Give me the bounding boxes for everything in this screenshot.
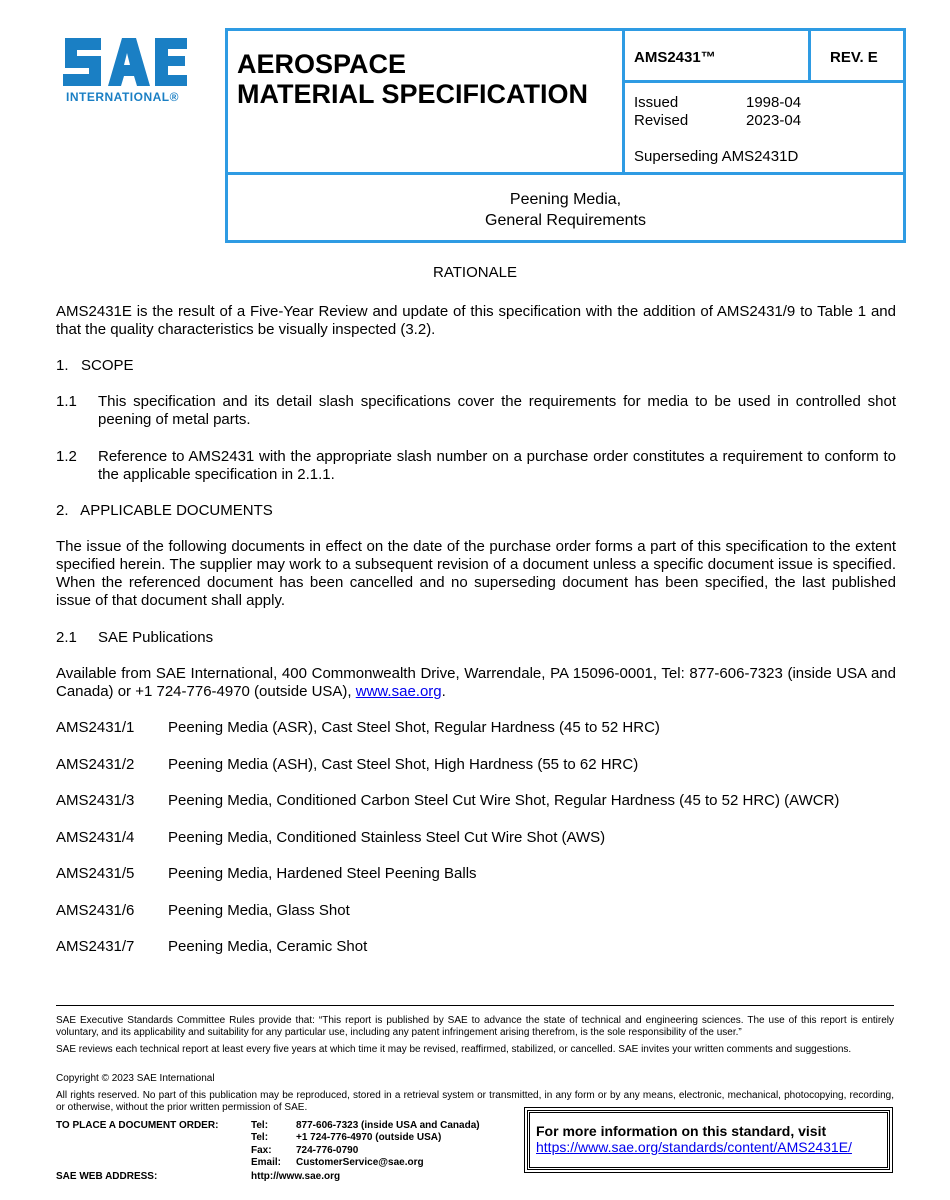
revision-label: REV. E — [830, 49, 878, 66]
superseding-note: Superseding AMS2431D — [634, 148, 799, 165]
reference-id: AMS2431/4 — [56, 829, 135, 846]
contact-label: Email: — [251, 1157, 282, 1168]
section-1-2-number: 1.2 — [56, 448, 77, 465]
contact-value: +1 724-776-4970 (outside USA) — [296, 1132, 442, 1143]
issued-label: Issued — [634, 94, 679, 111]
reference-id: AMS2431/6 — [56, 902, 135, 919]
availability-body: Available from SAE International, 400 Commonwealth Drive, Warrendale, PA 15096-0001, Tel: 877-606-7323 (inside USA and Canada) or +1 724-776-4970 (outside USA), — [56, 665, 896, 700]
order-label: TO PLACE A DOCUMENT ORDER: — [56, 1120, 219, 1131]
title-line-1: AEROSPACE — [237, 49, 407, 79]
reference-title: Peening Media, Ceramic Shot — [168, 938, 368, 955]
footer-rights-text: All rights reserved. No part of this publication may be reproduced, stored in a retrieval system or transmitted, in any form or by any means, electronic, mechanical, photocopying, recording, or otherwise, without the prior written permission of SAE. — [56, 1090, 894, 1113]
contact-value: 877-606-7323 (inside USA and Canada) — [296, 1120, 480, 1131]
footer-rules-text: SAE Executive Standards Committee Rules provide that: “This report is published by SAE to advance the state of technical and engineering sciences. The use of this report is entirely voluntary, and its applicability and suitability for any particular use, including any patent infringement arising therefrom, is the sole responsibility of the user.” — [56, 1015, 894, 1038]
revised-label: Revised — [634, 112, 689, 129]
section-1-1-number: 1.1 — [56, 393, 77, 410]
web-address-label: SAE WEB ADDRESS: — [56, 1171, 158, 1182]
document-number: AMS2431™ — [634, 49, 716, 66]
logo-subtext: INTERNATIONAL® — [66, 90, 179, 104]
section-1-1-text: This specification and its detail slash specifications cover the requirements for media to be used in controlled shot peening of metal parts. — [98, 393, 896, 428]
reference-title: Peening Media, Conditioned Carbon Steel Cut Wire Shot, Regular Hardness (45 to 52 HRC) (AWCR) — [168, 792, 840, 809]
footer-rule — [56, 1005, 894, 1006]
reference-id: AMS2431/2 — [56, 756, 135, 773]
rationale-text: AMS2431E is the result of a Five-Year Review and update of this specification with the addition of AMS2431/9 to Table 1 and that the quality characteristics be visually inspected (3.2). — [56, 303, 896, 338]
sae-website-link[interactable]: www.sae.org — [355, 683, 442, 700]
reference-id: AMS2431/5 — [56, 865, 135, 882]
more-info-box — [527, 1110, 890, 1170]
reference-id: AMS2431/7 — [56, 938, 135, 955]
availability-text — [56, 665, 896, 701]
document-title — [228, 189, 903, 231]
contact-label: Tel: — [251, 1132, 269, 1143]
contact-value[interactable]: CustomerService@sae.org — [296, 1157, 424, 1168]
section-2-1-title: SAE Publications — [98, 629, 214, 646]
footer-copyright: Copyright © 2023 SAE International — [56, 1073, 215, 1084]
reference-title: Peening Media, Hardened Steel Peening Balls — [168, 865, 477, 882]
applicable-documents-heading: 2. APPLICABLE DOCUMENTS — [56, 502, 273, 519]
standard-link[interactable]: https://www.sae.org/standards/content/AMS2431E/ — [536, 1139, 852, 1155]
contact-label: Fax: — [251, 1145, 272, 1156]
contact-label: Tel: — [251, 1120, 269, 1131]
reference-id: AMS2431/3 — [56, 792, 135, 809]
applicable-documents-text: The issue of the following documents in effect on the date of the purchase order forms a part of this specification to the extent specified herein. The supplier may work to a subsequent revision of a document unless a specific document issue is specified. When the referenced document has been cancelled and no superseding document has been specified, the last published issue of that document shall apply. — [56, 538, 896, 609]
web-address[interactable]: http://www.sae.org — [251, 1171, 341, 1182]
reference-title: Peening Media (ASR), Cast Steel Shot, Regular Hardness (45 to 52 HRC) — [168, 719, 660, 736]
scope-heading: 1. SCOPE — [56, 357, 134, 374]
title-line-2: MATERIAL SPECIFICATION — [237, 79, 588, 109]
reference-title: Peening Media, Conditioned Stainless Steel Cut Wire Shot (AWS) — [168, 829, 606, 846]
spec-type-title — [237, 49, 588, 109]
doc-title-line-1: Peening Media, — [509, 191, 622, 208]
section-2-1-number: 2.1 — [56, 629, 77, 646]
contact-value: 724-776-0790 — [296, 1145, 359, 1156]
rationale-heading: RATIONALE — [433, 264, 517, 281]
reference-title: Peening Media, Glass Shot — [168, 902, 350, 919]
footer-review-text: SAE reviews each technical report at least every five years at which time it may be revised, reaffirmed, stabilized, or cancelled. SAE invites your written comments and suggestions. — [56, 1044, 852, 1055]
revised-date: 2023-04 — [746, 112, 802, 129]
reference-id: AMS2431/1 — [56, 719, 135, 736]
availability-end: . — [441, 683, 446, 700]
reference-title: Peening Media (ASH), Cast Steel Shot, High Hardness (55 to 62 HRC) — [168, 756, 639, 773]
issued-date: 1998-04 — [746, 94, 802, 111]
more-info-heading: For more information on this standard, visit — [536, 1123, 827, 1139]
section-1-2-text: Reference to AMS2431 with the appropriate slash number on a purchase order constitutes a requirement to conform to the applicable specification in 2.1.1. — [98, 448, 896, 483]
doc-title-line-2: General Requirements — [485, 212, 646, 229]
